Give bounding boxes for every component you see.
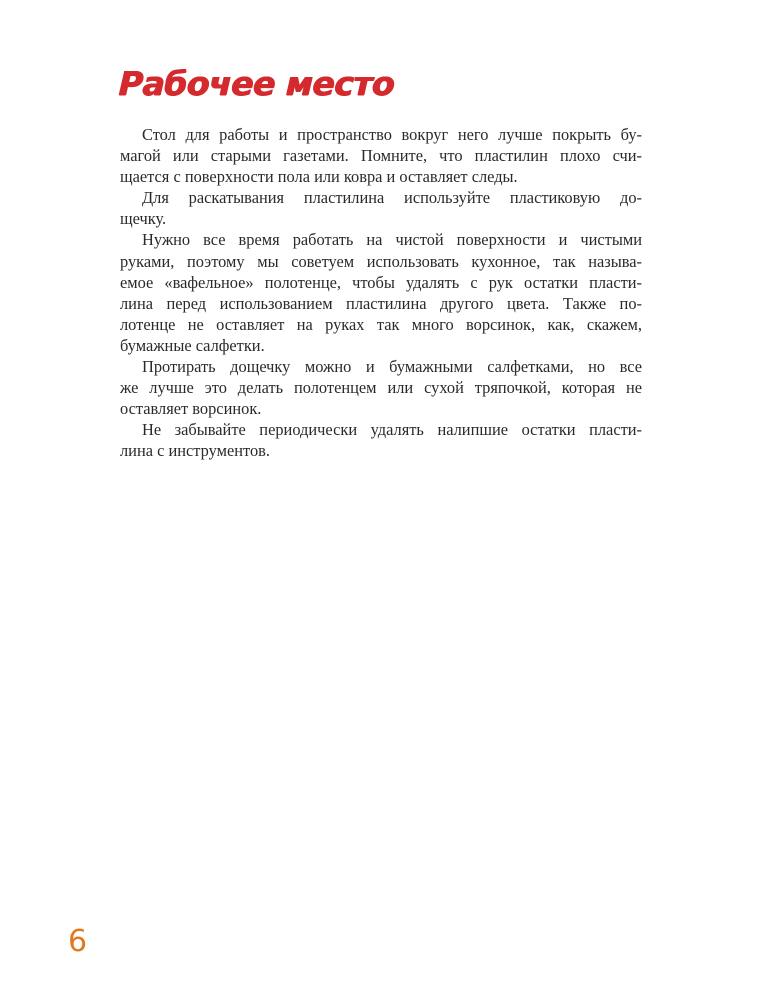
text-line: Не забывайте периодически удалять налипшие остатки пласти- bbox=[142, 420, 642, 440]
paragraph-1 bbox=[120, 124, 642, 187]
text-line: лина перед использованием пластилина другого цвета. Также по- bbox=[120, 293, 642, 313]
text-line: Стол для работы и пространство вокруг него лучше покрыть бу- bbox=[142, 125, 642, 144]
paragraph-3 bbox=[120, 229, 642, 356]
body-text bbox=[120, 124, 642, 462]
page-title: Рабочее место bbox=[118, 64, 395, 103]
text-line: руками, поэтому мы советуем использовать кухонное, так называ- bbox=[120, 251, 642, 271]
paragraph-4 bbox=[120, 356, 642, 419]
text-line: емое «вафельное» полотенце, чтобы удалять с рук остатки пласти- bbox=[120, 272, 642, 292]
text-line: лотенце не оставляет на руках так много ворсинок, как, скажем, bbox=[120, 314, 642, 334]
text-line: Протирать дощечку можно и бумажными салфетками, но все bbox=[142, 357, 642, 377]
text-line: же лучше это делать полотенцем или сухой тряпочкой, которая не bbox=[120, 378, 642, 398]
text-line: магой или старыми газетами. Помните, что пластилин плохо счи- bbox=[120, 146, 642, 166]
page-number: 6 bbox=[68, 924, 88, 959]
text-line: Для раскатывания пластилина используйте пластиковую до- bbox=[142, 188, 642, 208]
text-line: щечку. bbox=[120, 209, 167, 229]
paragraph-5 bbox=[120, 419, 642, 461]
text-line: лина с инструментов. bbox=[120, 441, 271, 461]
paragraph-2 bbox=[120, 187, 642, 229]
text-line: щается с поверхности пола или ковра и оставляет следы. bbox=[120, 167, 518, 187]
text-line: бумажные салфетки. bbox=[120, 335, 265, 355]
text-line: оставляет ворсинок. bbox=[120, 399, 262, 419]
text-line: Нужно все время работать на чистой поверхности и чистыми bbox=[142, 230, 642, 250]
